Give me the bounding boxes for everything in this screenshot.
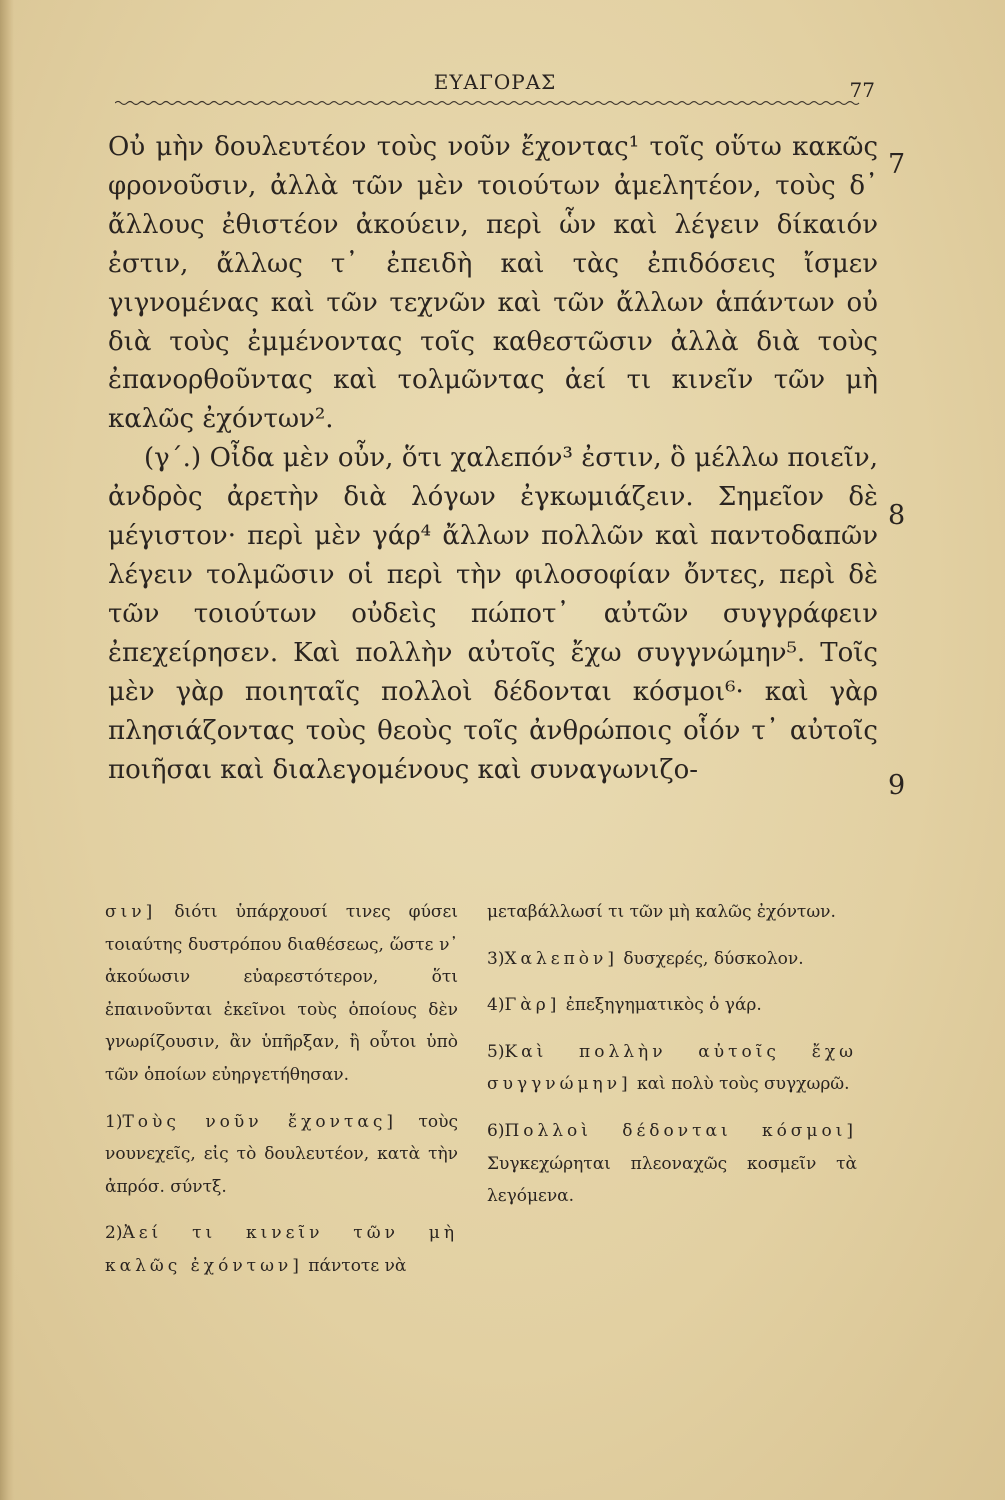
main-text bbox=[108, 128, 878, 789]
footnote-lemma: Γὰρ] bbox=[504, 995, 561, 1016]
page-number: 77 bbox=[849, 78, 875, 102]
paragraph-1: Οὐ μὴν δουλευτέον τοὺς νοῦν ἔχοντας¹ τοῖς οὕτω κακῶς φρονοῦσιν, ἀλλὰ τῶν μὲν τοιούτων ἀμελητέον, τοὺς δ᾽ ἄλλους ἐθιστέον ἀκούειν, περὶ ὧν καὶ λέγειν δίκαιόν ἐστιν, ἄλλως τ᾽ ἐπειδὴ καὶ τὰς ἐπιδόσεις ἴσμεν γιγνομένας καὶ τῶν τεχνῶν καὶ τῶν ἄλλων ἁπάντων οὐ διὰ τοὺς ἐμμένοντας τοῖς καθεστῶσιν ἀλλὰ διὰ τοὺς ἐπανορθοῦντας καὶ τολμῶντας ἀεί τι κινεῖν τῶν μὴ καλῶς ἐχόντων². bbox=[108, 132, 878, 435]
page-binding-edge bbox=[0, 0, 14, 1500]
footnote-text: δυσχερές, δύσκολον. bbox=[618, 948, 804, 969]
section-number-9: 9 bbox=[888, 770, 906, 801]
footnote-text: καὶ πολὺ τοὺς συγχωρῶ. bbox=[631, 1074, 850, 1095]
footnote-continuation: μεταβάλλωσί τι τῶν μὴ καλῶς ἐχόντων. bbox=[487, 902, 836, 922]
page-header bbox=[115, 68, 875, 108]
footnote-text: διότι ὑπάρχουσί τινες φύσει τοιαύτης δυστρόπου διαθέσεως, ὥστε ν᾽ ἀκούωσιν εὐαρεστότερον, ὅτι ἐπαινοῦνται ἐκεῖνοι τοὺς ὁποίους δὲν γνωρίζουσιν, ἂν ὑπῆρξαν, ἢ οὗτοι ὑπὸ τῶν ὁποίων εὐηργετήθησαν. bbox=[105, 902, 458, 1085]
footnote-number: 2) bbox=[105, 1223, 123, 1244]
footnote-text: ἐπεξηγηματικὸς ὁ γάρ. bbox=[560, 995, 762, 1016]
footnote-lemma: Πολλοὶ δέδονται κόσμοι] bbox=[504, 1120, 857, 1141]
footnote-text: Συγκεχώρηται πλεοναχῶς κοσμεῖν τὰ λεγόμενα. bbox=[487, 1153, 857, 1207]
footnotes-right-column bbox=[487, 896, 857, 1213]
footnote-4 bbox=[487, 989, 857, 1022]
footnote-number: 1) bbox=[105, 1111, 123, 1132]
footnote-5 bbox=[487, 1036, 857, 1101]
paragraph-2: (γ΄.) Οἶδα μὲν οὖν, ὅτι χαλεπόν³ ἐστιν, ὃ μέλλω ποιεῖν, ἀνδρὸς ἀρετὴν διὰ λόγων ἐγκωμιάζειν. Σημεῖον δὲ μέγιστον· περὶ μὲν γάρ⁴ ἄλλων πολλῶν καὶ παντοδαπῶν λέγειν τολμῶσιν οἱ περὶ τὴν φιλοσοφίαν ὄντες, περὶ δὲ τῶν τοιούτων οὐδεὶς πώποτ᾽ αὐτῶν συγγράφειν ἐπεχείρησεν. Καὶ πολλὴν αὐτοῖς ἔχω συγγνώμην⁵. Τοῖς μὲν γὰρ ποιηταῖς πολλοὶ δέδονται κόσμοι⁶· καὶ γὰρ πλησιάζοντας τοὺς θεοὺς τοῖς ἀνθρώποις οἷόν τ᾽ αὐτοῖς ποιῆσαι καὶ διαλεγομένους καὶ συναγωνιζο- bbox=[108, 443, 878, 785]
footnote-3 bbox=[487, 943, 857, 976]
footnote-lemma: σιν] bbox=[105, 902, 157, 922]
footnote-lemma: Ἀεί τι κινεῖν τῶν μὴ καλῶς ἐχόντων] bbox=[105, 1223, 458, 1276]
footnote-2 bbox=[105, 1217, 458, 1282]
running-title: ΕΥΑΓΟΡΑΣ bbox=[433, 70, 557, 94]
section-number-8: 8 bbox=[888, 500, 906, 531]
footnote-number: 4) bbox=[487, 995, 505, 1016]
header-wavy-rule bbox=[115, 100, 860, 106]
footnote-text: πάντοτε νὰ bbox=[302, 1255, 407, 1276]
footnote-continuation bbox=[105, 896, 458, 1092]
section-number-7: 7 bbox=[888, 149, 906, 180]
footnote-lemma: Τοὺς νοῦν ἔχοντας] bbox=[122, 1111, 398, 1132]
footnote-number: 6) bbox=[487, 1120, 505, 1141]
footnote-number: 5) bbox=[487, 1041, 505, 1062]
footnote-lemma: Χαλεπὸν] bbox=[504, 948, 618, 969]
footnote-text: τοὺς νουνεχεῖς, εἰς τὸ δουλευτέον, κατὰ τὴν ἀπρόσ. σύντξ. bbox=[105, 1111, 458, 1197]
footnote-lemma: Καὶ πολλὴν αὐτοῖς ἔχω συγγνώμην] bbox=[487, 1041, 857, 1095]
footnotes-left-column bbox=[105, 896, 458, 1283]
footnote-number: 3) bbox=[487, 948, 505, 969]
footnote-6 bbox=[487, 1115, 857, 1213]
footnote-1 bbox=[105, 1106, 458, 1204]
